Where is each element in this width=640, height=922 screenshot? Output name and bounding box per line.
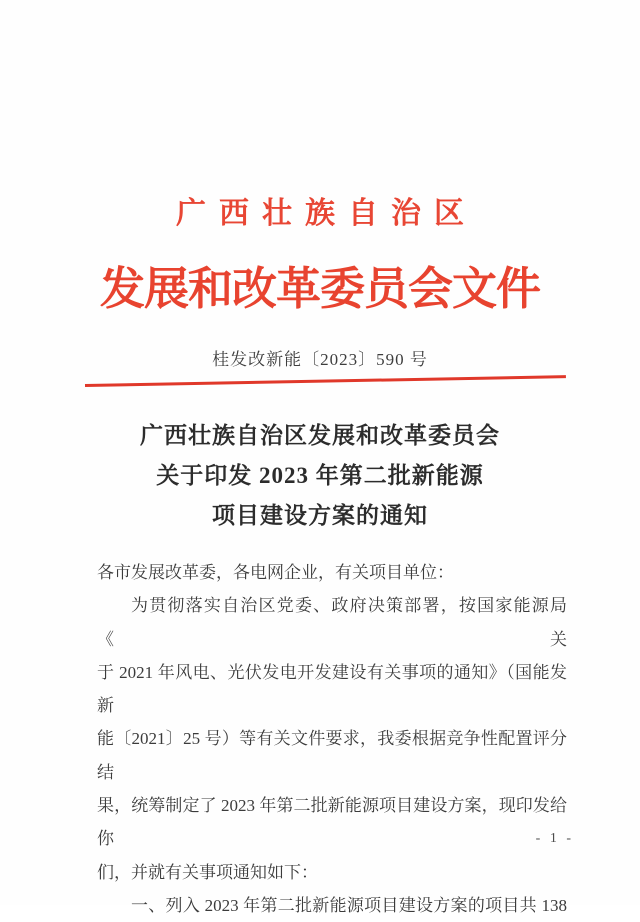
body-line: 们，并就有关事项通知如下： <box>97 862 318 882</box>
letterhead-org-line: 发展和改革委员会文件 <box>99 264 540 314</box>
document-number: 桂发改新能〔2023〕590 号 <box>212 350 428 369</box>
title-line-3: 项目建设方案的通知 <box>212 503 428 528</box>
body-line: 于 2021 年风电、光伏发电开发建设有关事项的通知》（国能发新 <box>97 662 567 716</box>
document-body <box>97 556 567 922</box>
salutation-line: 各市发展改革委，各电网企业，有关项目单位： <box>97 563 454 582</box>
page-number: - 1 - <box>535 831 574 846</box>
body-line: 果，统筹制定了 2023 年第二批新能源项目建设方案，现印发给你 <box>97 796 567 849</box>
document-title <box>0 416 640 536</box>
body-line: 为贯彻落实自治区党委、政府决策部署，按国家能源局《关 <box>97 596 567 649</box>
title-line-2: 关于印发 2023 年第二批新能源 <box>156 463 484 488</box>
red-divider-rule <box>85 375 566 387</box>
body-line: 能〔2021〕25 号）等有关文件要求，我委根据竞争性配置评分结 <box>97 729 567 782</box>
letterhead-region-line: 广西壮族自治区 <box>176 197 477 230</box>
body-line: 一、列入 2023 年第二批新能源项目建设方案的项目共 138 <box>131 895 567 915</box>
title-line-1: 广西壮族自治区发展和改革委员会 <box>140 423 500 448</box>
